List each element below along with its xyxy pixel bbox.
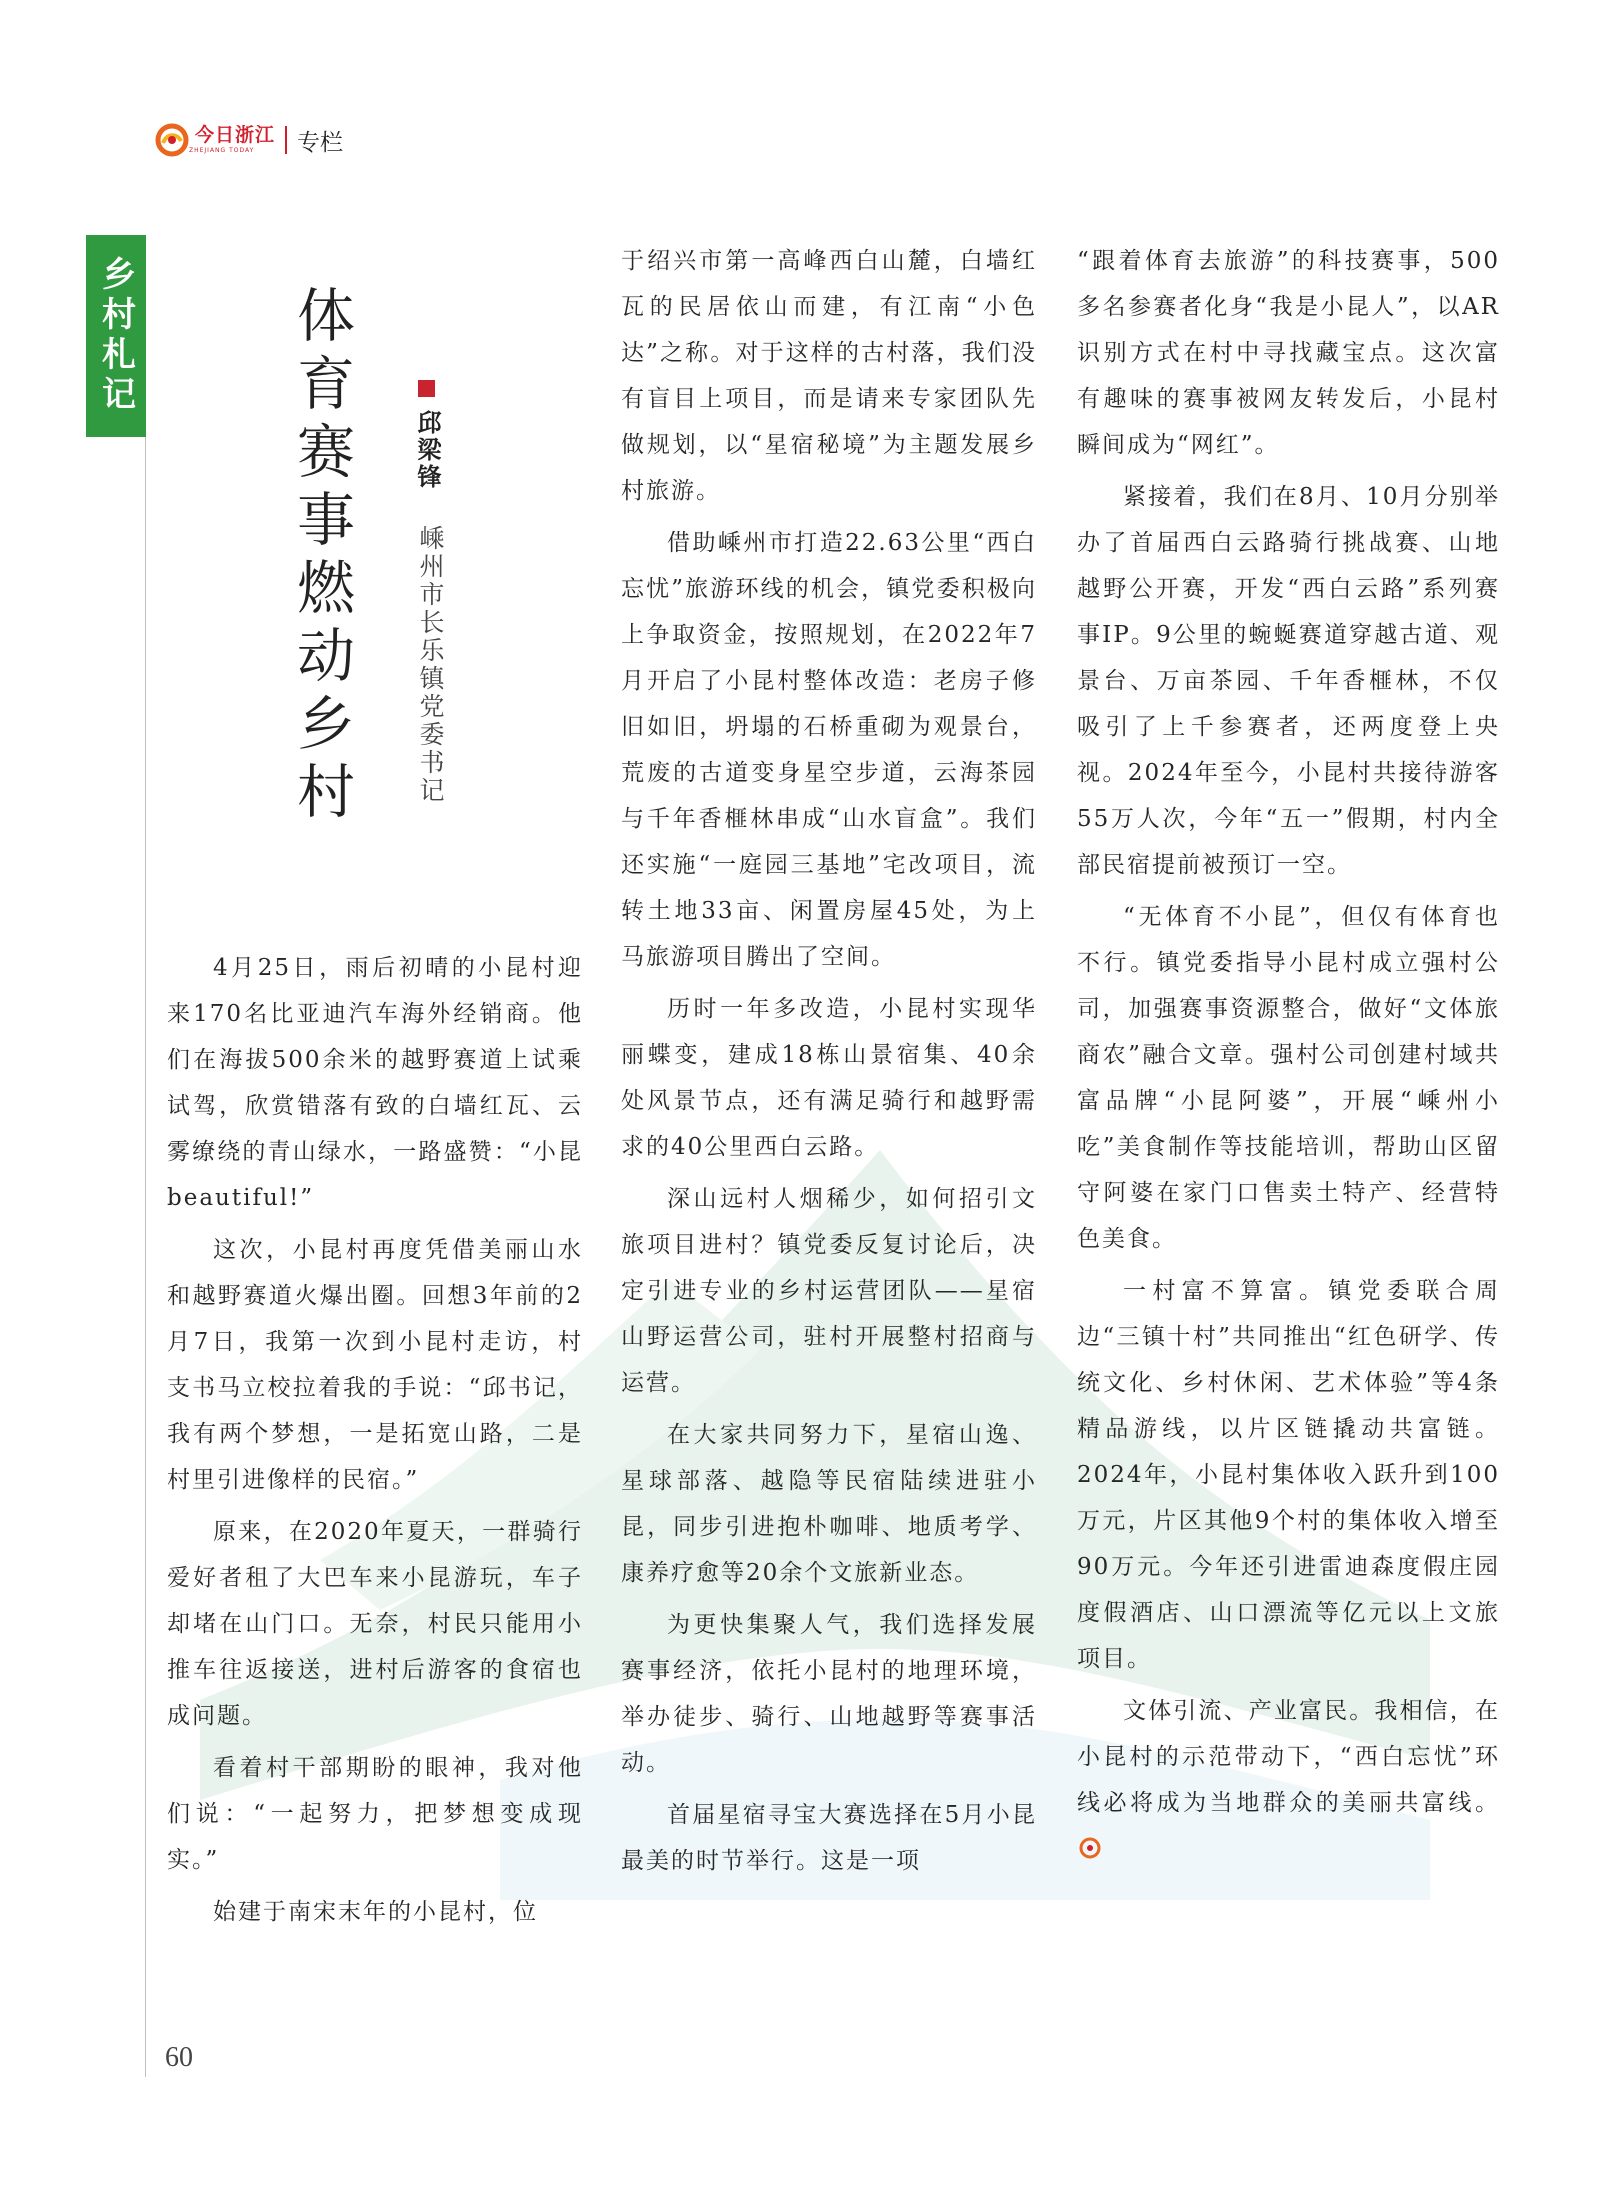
paragraph: 深山远村人烟稀少，如何招引文旅项目进村？镇党委反复讨论后，决定引进专业的乡村运营团队——星宿山野运营公司，驻村开展整村招商与运营。 (621, 1186, 1037, 1396)
paragraph: 这次，小昆村再度凭借美丽山水和越野赛道火爆出圈。回想3年前的2月7日，我第一次到小昆村走访，村支书马立校拉着我的手说：“邱书记，我有两个梦想，一是拓宽山路，二是村里引进像样的民宿。” (167, 1237, 583, 1493)
paragraph: 首届星宿寻宝大赛选择在5月小昆最美的时节举行。这是一项 (621, 1802, 1037, 1874)
text-column-2 (621, 238, 1037, 1890)
text-column-3 (1077, 238, 1500, 1878)
paragraph: “无体育不小昆”，但仅有体育也不行。镇党委指导小昆村成立强村公司，加强赛事资源整合，做好“文体旅商农”融合文章。强村公司创建村域共富品牌“小昆阿婆”，开展“嵊州小吃”美食制作等技能培训，帮助山区留守阿婆在家门口售卖土特产、经营特色美食。 (1077, 904, 1500, 1252)
paragraph: 历时一年多改造，小昆村实现华丽蝶变，建成18栋山景宿集、40余处风景节点，还有满足骑行和越野需求的40公里西白云路。 (621, 996, 1037, 1160)
paragraph: 始建于南宋末年的小昆村，位 (213, 1899, 538, 1925)
text-column-1 (167, 945, 583, 1941)
section-tab-label: 乡村札记 (95, 256, 136, 416)
logo-swirl-icon (155, 123, 189, 157)
header-divider (285, 126, 287, 154)
paragraph: 借助嵊州市打造22.63公里“西白忘忧”旅游环线的机会，镇党委积极向上争取资金，按照规划，在2022年7月开启了小昆村整体改造：老房子修旧如旧，坍塌的石桥重砌为观景台，荒废的古道变身星空步道，云海茶园与千年香榧林串成“山水盲盒”。我们还实施“一庭园三基地”宅改项目，流转土地33亩、闲置房屋45处，为上马旅游项目腾出了空间。 (621, 530, 1037, 970)
magazine-logo (155, 123, 275, 157)
paragraph: 一村富不算富。镇党委联合周边“三镇十村”共同推出“红色研学、传统文化、乡村休闲、艺术体验”等4条精品游线，以片区链撬动共富链。2024年，小昆村集体收入跃升到100万元，片区其他9个村的集体收入增至90万元。今年还引进雷迪森度假庄园度假酒店、山口漂流等亿元以上文旅项目。 (1077, 1278, 1500, 1672)
paragraph-continuation: 于绍兴市第一高峰西白山麓，白墙红瓦的民居依山而建，有江南“小色达”之称。对于这样的古村落，我们没有盲目上项目，而是请来专家团队先做规划，以“星宿秘境”为主题发展乡村旅游。 (621, 248, 1037, 504)
paragraph: 为更快集聚人气，我们选择发展赛事经济，依托小昆村的地理环境，举办徒步、骑行、山地越野等赛事活动。 (621, 1612, 1037, 1776)
paragraph: 在大家共同努力下，星宿山逸、星球部落、越隐等民宿陆续进驻小昆，同步引进抱朴咖啡、地质考学、康养疗愈等20余个文旅新业态。 (621, 1422, 1037, 1586)
paragraph: 看着村干部期盼的眼神，我对他们说：“一起努力，把梦想变成现实。” (167, 1755, 583, 1873)
paragraph: 原来，在2020年夏天，一群骑行爱好者租了大巴车来小昆游玩，车子却堵在山门口。无奈，村民只能用小推车往返接送，进村后游客的食宿也成问题。 (167, 1519, 583, 1729)
author-marker (418, 380, 435, 397)
logo-subtext: ZHEJIANG TODAY (189, 147, 255, 154)
end-mark-icon (1079, 1837, 1101, 1859)
page-header (155, 120, 343, 160)
column-label: 专栏 (297, 129, 344, 156)
margin-rule (145, 437, 146, 2077)
author-title: 嵊州市长乐镇党委书记 (416, 525, 445, 805)
article-title: 体育赛事燃动乡村 (287, 285, 355, 829)
paragraph-text: 文体引流、产业富民。我相信，在小昆村的示范带动下，“西白忘忧”环线必将成为当地群众的美丽共富线。 (1077, 1698, 1500, 1816)
paragraph-final (1077, 1688, 1500, 1872)
paragraph-continuation: “跟着体育去旅游”的科技赛事，500多名参赛者化身“我是小昆人”，以AR识别方式在村中寻找藏宝点。这次富有趣味的赛事被网友转发后，小昆村瞬间成为“网红”。 (1077, 248, 1500, 458)
page-number: 60 (165, 2042, 193, 2073)
author-name: 邱梁锋 (413, 410, 441, 491)
logo-text: 今日浙江 (195, 124, 276, 146)
paragraph: 紧接着，我们在8月、10月分别举办了首届西白云路骑行挑战赛、山地越野公开赛，开发“西白云路”系列赛事IP。9公里的蜿蜒赛道穿越古道、观景台、万亩茶园、千年香榧林，不仅吸引了上千参赛者，还两度登上央视。2024年至今，小昆村共接待游客55万人次，今年“五一”假期，村内全部民宿提前被预订一空。 (1077, 484, 1500, 878)
paragraph: 4月25日，雨后初晴的小昆村迎来170名比亚迪汽车海外经销商。他们在海拔500余米的越野赛道上试乘试驾，欣赏错落有致的白墙红瓦、云雾缭绕的青山绿水，一路盛赞：“小昆 beautiful!” (167, 955, 583, 1211)
section-tab (86, 235, 146, 437)
